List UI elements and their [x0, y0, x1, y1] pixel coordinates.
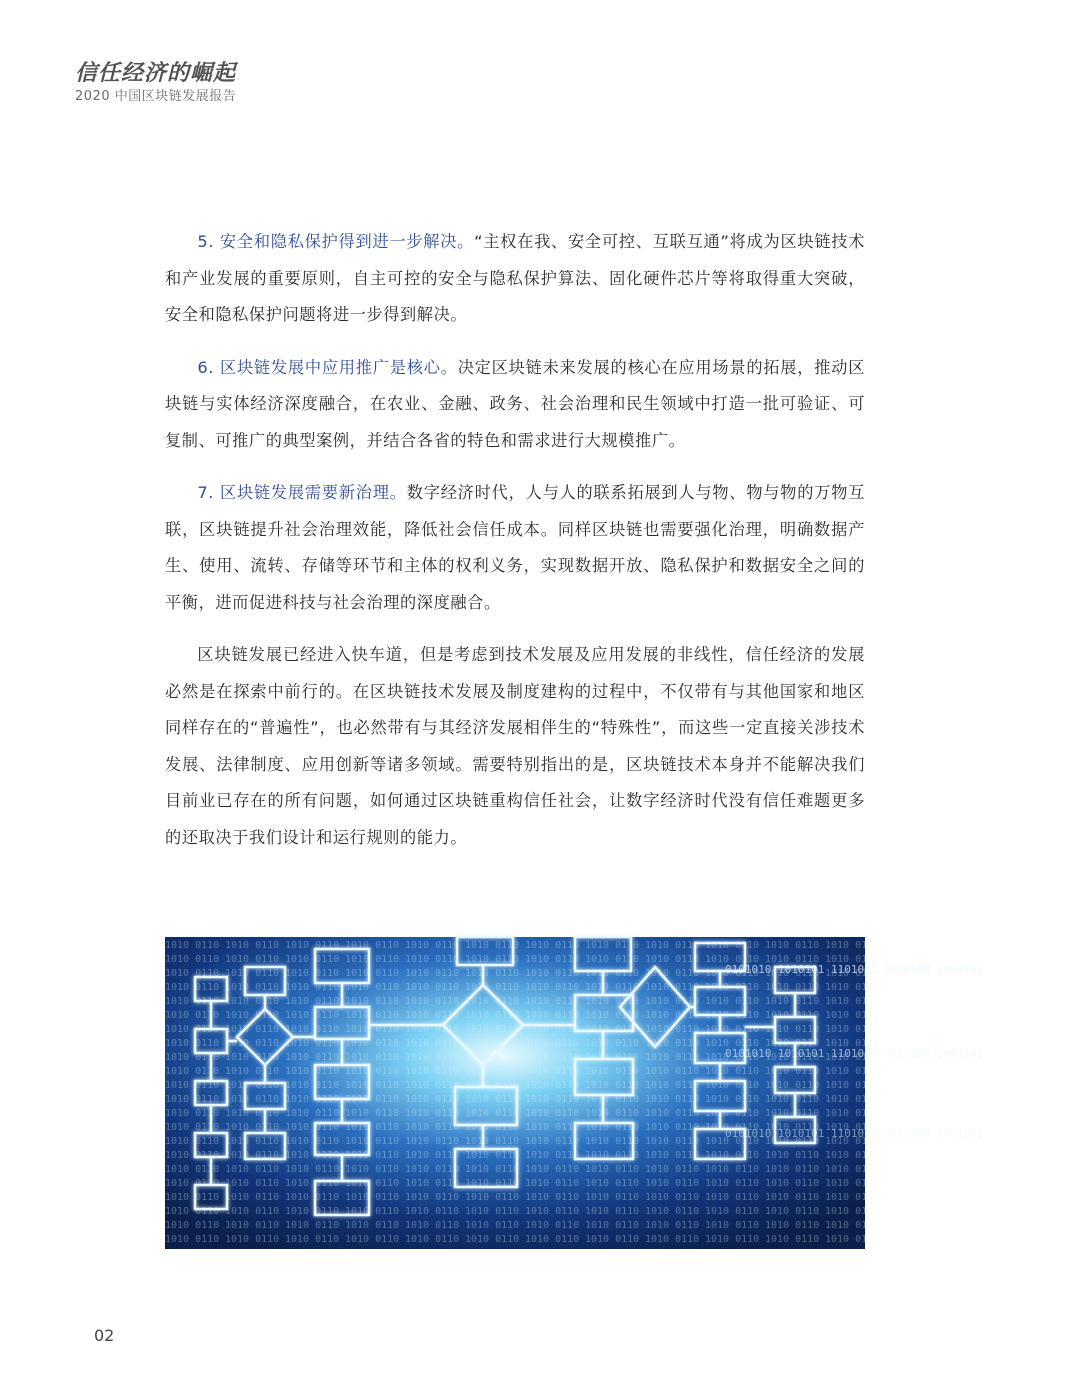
header-subtitle: 2020 中国区块链发展报告 — [75, 89, 237, 104]
paragraph-conclusion — [165, 637, 865, 856]
paragraph-body: “主权在我、安全可控、互联互通”将成为区块链技术和产业发展的重要原则，自主可控的安全与隐私保护算法、固化硬件芯片等将取得重大突破，安全和隐私保护问题将进一步得到解决。 — [165, 232, 866, 324]
paragraph-6 — [165, 350, 865, 460]
paragraph-5 — [165, 224, 865, 334]
binary-label: 0101010 1010101 1101001 0110100 1001101 — [725, 1127, 984, 1140]
flowchart-image — [165, 937, 984, 1249]
paragraph-body: 区块链发展已经进入快车道，但是考虑到技术发展及应用发展的非线性，信任经济的发展必然是在探索中前行的。在区块链技术发展及制度建构的过程中，不仅带有与其他国家和地区同样存在的“普遍性”，也必然带有与其经济发展相伴生的“特殊性”，而这些一定直接关涉技术发展、法律制度、应用创新等诸多领域。需要特别指出的是，区块链技术本身并不能解决我们目前业已存在的所有问题，如何通过区块链重构信任社会，让数字经济时代没有信任难题更多的还取决于我们设计和运行规则的能力。 — [165, 645, 865, 847]
body-text — [165, 224, 865, 872]
header-title: 信任经济的崛起 — [75, 61, 237, 86]
paragraph-lead: 6. 区块链发展中应用推广是核心。 — [197, 357, 458, 377]
binary-texture — [165, 937, 865, 1249]
paragraph-lead: 7. 区块链发展需要新治理。 — [197, 483, 407, 502]
binary-label: 0101010 1010101 1101001 0110100 1001101 — [725, 1047, 984, 1060]
paragraph-body: 数字经济时代，人与人的联系拓展到人与物、物与物的万物互联，区块链提升社会治理效能，降低社会信任成本。同样区块链也需要强化治理，明确数据产生、使用、流转、存储等环节和主体的权利义务，实现数据开放、隐私保护和数据安全之间的平衡，进而促进科技与社会治理的深度融合。 — [165, 483, 865, 612]
paragraph-body: 决定区块链未来发展的核心在应用场景的拓展，推动区块链与实体经济深度融合，在农业、金融、政务、社会治理和民生领域中打造一批可验证、可复制、可推广的典型案例，并结合各省的特色和需求进行大规模推广。 — [165, 357, 865, 450]
running-header — [75, 60, 236, 106]
paragraph-lead: 5. 安全和隐私保护得到进一步解决。 — [197, 232, 475, 251]
flowchart-illustration — [165, 937, 984, 1249]
binary-label: 0101010 1010101 1101001 0110100 1001101 — [725, 963, 984, 976]
paragraph-7 — [165, 475, 865, 621]
page-number: 02 — [94, 1326, 115, 1345]
